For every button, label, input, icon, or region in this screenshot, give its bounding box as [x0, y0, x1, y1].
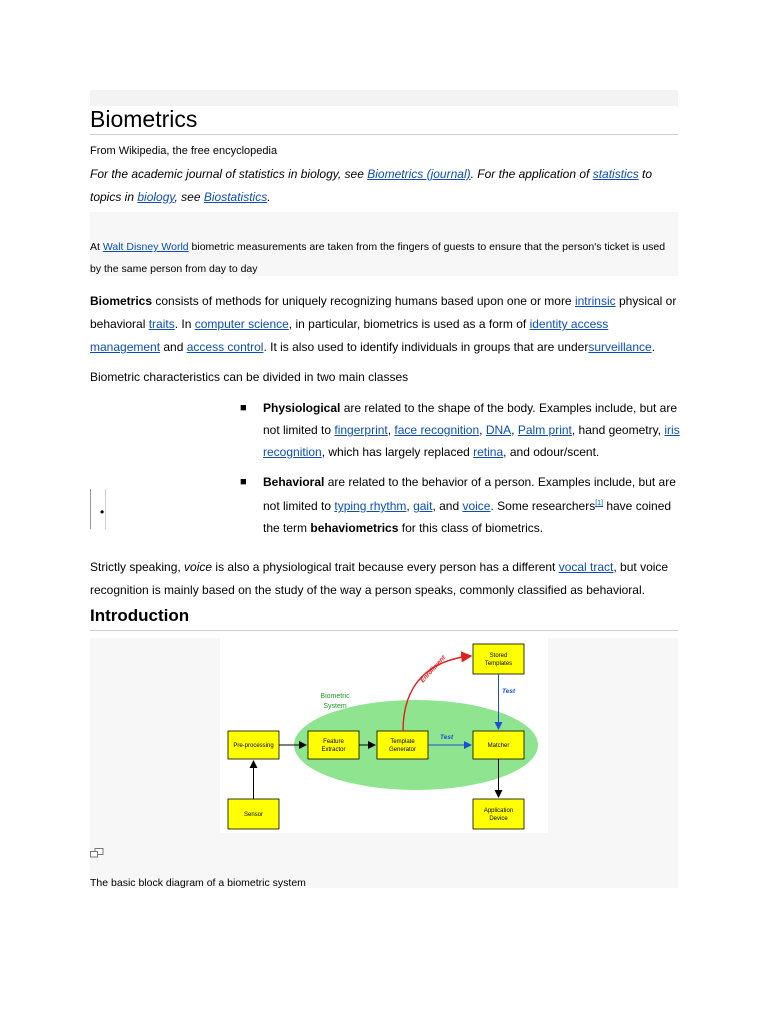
- template-label-2: Generator: [388, 747, 417, 753]
- link-identity-access-management[interactable]: identity access management: [90, 317, 609, 354]
- preprocessing-label: Pre-processing: [233, 743, 274, 749]
- link-palm-print[interactable]: Palm print: [517, 423, 572, 437]
- feature-label-2: Extractor: [321, 747, 346, 753]
- link-traits[interactable]: traits: [148, 317, 175, 331]
- image-caption-box: [90, 212, 678, 276]
- link-fingerprint[interactable]: fingerprint: [334, 423, 388, 437]
- citation-link[interactable]: [1]: [595, 500, 603, 507]
- top-bar: [90, 90, 678, 106]
- hatnote: For the academic journal of statistics in biology, see Biometrics (journal). For the application of statistics to topics in biology, see Biostatistics.: [90, 167, 653, 204]
- page-title: Biometrics: [90, 105, 678, 135]
- link-computer-science[interactable]: computer science: [194, 317, 289, 331]
- intro-paragraph: Biometrics consists of methods for uniquely recognizing humans based upon one or more intrinsic physical or behavioral traits. In computer science, in particular, biometrics is used as a form of identity access management and access control. It is also used to identify individuals in groups that are undersurveillance.: [90, 294, 677, 354]
- image-caption: At Walt Disney World biometric measurements are taken from the fingers of guests to ensure that the person's ticket is used by the same person from day to day: [90, 241, 666, 275]
- sensor-label: Sensor: [243, 812, 264, 818]
- matcher-label: Matcher: [487, 743, 510, 749]
- feature-label-1: Feature: [323, 739, 344, 745]
- enrollment-label: Enrollment: [419, 654, 448, 685]
- figure-caption: The basic block diagram of a biometric system: [90, 877, 306, 889]
- bullet-marker: ■: [240, 476, 247, 488]
- system-label-line-2: System: [323, 703, 347, 710]
- template-generator-box: [377, 731, 428, 759]
- stored-templates-box: [473, 644, 524, 674]
- feature-extractor-box: [308, 731, 359, 759]
- template-label-1: Template: [390, 739, 415, 745]
- link-dna[interactable]: DNA: [485, 423, 512, 437]
- link-surveillance[interactable]: surveillance: [588, 340, 652, 354]
- list-item-behavioral: ■ Behavioral are related to the behavior of a person. Examples include, but are not limited to typing rhythm, gait, and voice. Some researchers[1] have coined the term behaviometrics for this class of biometrics.: [240, 471, 680, 539]
- list-toggle-widget[interactable]: [90, 489, 106, 529]
- classes-intro: Biometric characteristics can be divided in two main classes: [90, 370, 409, 384]
- link-access-control[interactable]: access control: [186, 340, 264, 354]
- link-biology[interactable]: biology: [137, 190, 175, 204]
- link-iris-recognition[interactable]: iris recognition: [263, 423, 680, 459]
- link-biometrics-journal[interactable]: Biometrics (journal): [367, 167, 471, 181]
- test-label-vertical: Test: [502, 688, 516, 695]
- link-typing-rhythm[interactable]: typing rhythm: [334, 499, 407, 513]
- dot-icon: •: [100, 505, 105, 519]
- enlarge-icon[interactable]: [90, 845, 104, 863]
- application-device-box: [473, 799, 524, 829]
- link-gait[interactable]: gait: [413, 499, 433, 513]
- test-label-horizontal: Test: [440, 734, 454, 741]
- link-walt-disney-world[interactable]: Walt Disney World: [102, 241, 189, 253]
- bullet-marker: ■: [240, 402, 247, 414]
- link-vocal-tract[interactable]: vocal tract: [558, 560, 614, 574]
- block-diagram-svg: [220, 638, 548, 833]
- stored-label-2: Templates: [484, 661, 513, 667]
- link-statistics[interactable]: statistics: [592, 167, 639, 181]
- block-diagram[interactable]: [220, 638, 548, 833]
- stored-label-1: Stored: [489, 653, 508, 659]
- app-label-1: Application: [483, 808, 514, 814]
- link-retina[interactable]: retina: [473, 445, 504, 459]
- list-item-physiological: ■ Physiological are related to the shape of the body. Examples include, but are not limited to fingerprint, face recognition, DNA, Palm print, hand geometry, iris recognition, which has largely replaced retina, and odour/scent.: [240, 397, 680, 463]
- system-label-line-1: Biometric: [320, 693, 350, 700]
- section-heading-introduction: Introduction: [90, 604, 678, 631]
- voice-paragraph: Strictly speaking, voice is also a physiological trait because every person has a different vocal tract, but voice recognition is mainly based on the study of the way a person speaks, commonly classified as behavioral.: [90, 560, 669, 597]
- app-label-2: Device: [489, 816, 508, 822]
- link-biostatistics[interactable]: Biostatistics: [203, 190, 268, 204]
- link-face-recognition[interactable]: face recognition: [394, 423, 480, 437]
- link-intrinsic[interactable]: intrinsic: [574, 294, 616, 308]
- tagline: From Wikipedia, the free encyclopedia: [90, 145, 278, 157]
- link-voice[interactable]: voice: [462, 499, 491, 513]
